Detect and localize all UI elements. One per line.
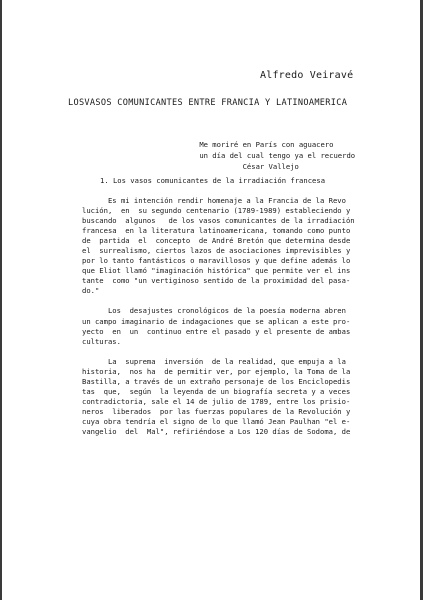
text-line: por lo tanto fantásticos o maravillosos y que define además lo bbox=[82, 256, 351, 266]
text-line: historia, nos ha de permitir ver, por ejemplo, la Toma de la bbox=[82, 366, 351, 376]
text-line: de partida el concepto de André Bretón que determina desde bbox=[82, 236, 351, 246]
text-line: do." bbox=[82, 286, 100, 296]
text-line: yecto en un continuo entre el pasado y el presente de ambas bbox=[82, 326, 351, 336]
epigraph bbox=[182, 128, 355, 183]
text-line: La suprema inversión de la realidad, que empuja a la bbox=[82, 356, 346, 366]
section-heading: 1. Los vasos comunicantes de la irradiación francesa bbox=[100, 176, 326, 185]
article-title: LOSVASOS COMUNICANTES ENTRE FRANCIA Y LATINOAMERICA bbox=[68, 98, 348, 108]
text-line: Es mi intención rendir homenaje a la Francia de la Revo bbox=[82, 196, 346, 205]
text-line: que Eliot llamó "imaginación histórica" que permite ver el ins bbox=[82, 266, 351, 276]
document-page bbox=[2, 0, 420, 600]
text-line: cuya obra tendría el signo de lo que llamó Jean Paulhan "el e- bbox=[82, 416, 351, 426]
epigraph-attribution: César Vallejo bbox=[199, 162, 299, 171]
paragraph-3 bbox=[82, 357, 382, 437]
text-line: buscando algunos de los vasos comunicantes de la irradiación bbox=[82, 216, 355, 226]
epigraph-line: un día del cual tengo ya el recuerdo bbox=[199, 151, 356, 160]
epigraph-line: Me moriré en París con aguacero bbox=[199, 140, 334, 149]
text-line: neros liberados por las fuerzas populares de la Revolución y bbox=[82, 406, 351, 416]
text-line: lución, en su segundo centenario (1789-1989) estableciendo y bbox=[82, 206, 351, 216]
paragraph-2 bbox=[82, 306, 382, 346]
text-line: culturas. bbox=[82, 336, 121, 346]
body-text bbox=[82, 186, 382, 437]
text-line: Bastilla, a través de un extraño personaje de los Enciclopedis bbox=[82, 376, 351, 386]
text-line: Los desajustes cronológicos de la poesía moderna abren bbox=[82, 306, 346, 316]
text-line: tante como "un vertiginoso sentido de la proximidad del pasa- bbox=[82, 276, 351, 286]
author-name: Alfredo Veiravé bbox=[260, 70, 354, 81]
text-line: un campo imaginario de indagaciones que se aplican a este pro- bbox=[82, 316, 351, 326]
text-line: francesa en la literatura latinoamericana, tomando como punto bbox=[82, 226, 351, 236]
text-line: vangelio del Mal", refiriéndose a Los 120 días de Sodoma, de bbox=[82, 426, 351, 436]
text-line: contradictoria, sale el 14 de julio de 1789, entre los prisio- bbox=[82, 396, 351, 406]
text-line: el surrealismo, ciertos lazos de asociaciones imprevisibles y bbox=[82, 246, 351, 256]
text-line: tas que, según la leyenda de un biografía secreta y a veces bbox=[82, 386, 351, 396]
paragraph-1 bbox=[82, 196, 382, 296]
